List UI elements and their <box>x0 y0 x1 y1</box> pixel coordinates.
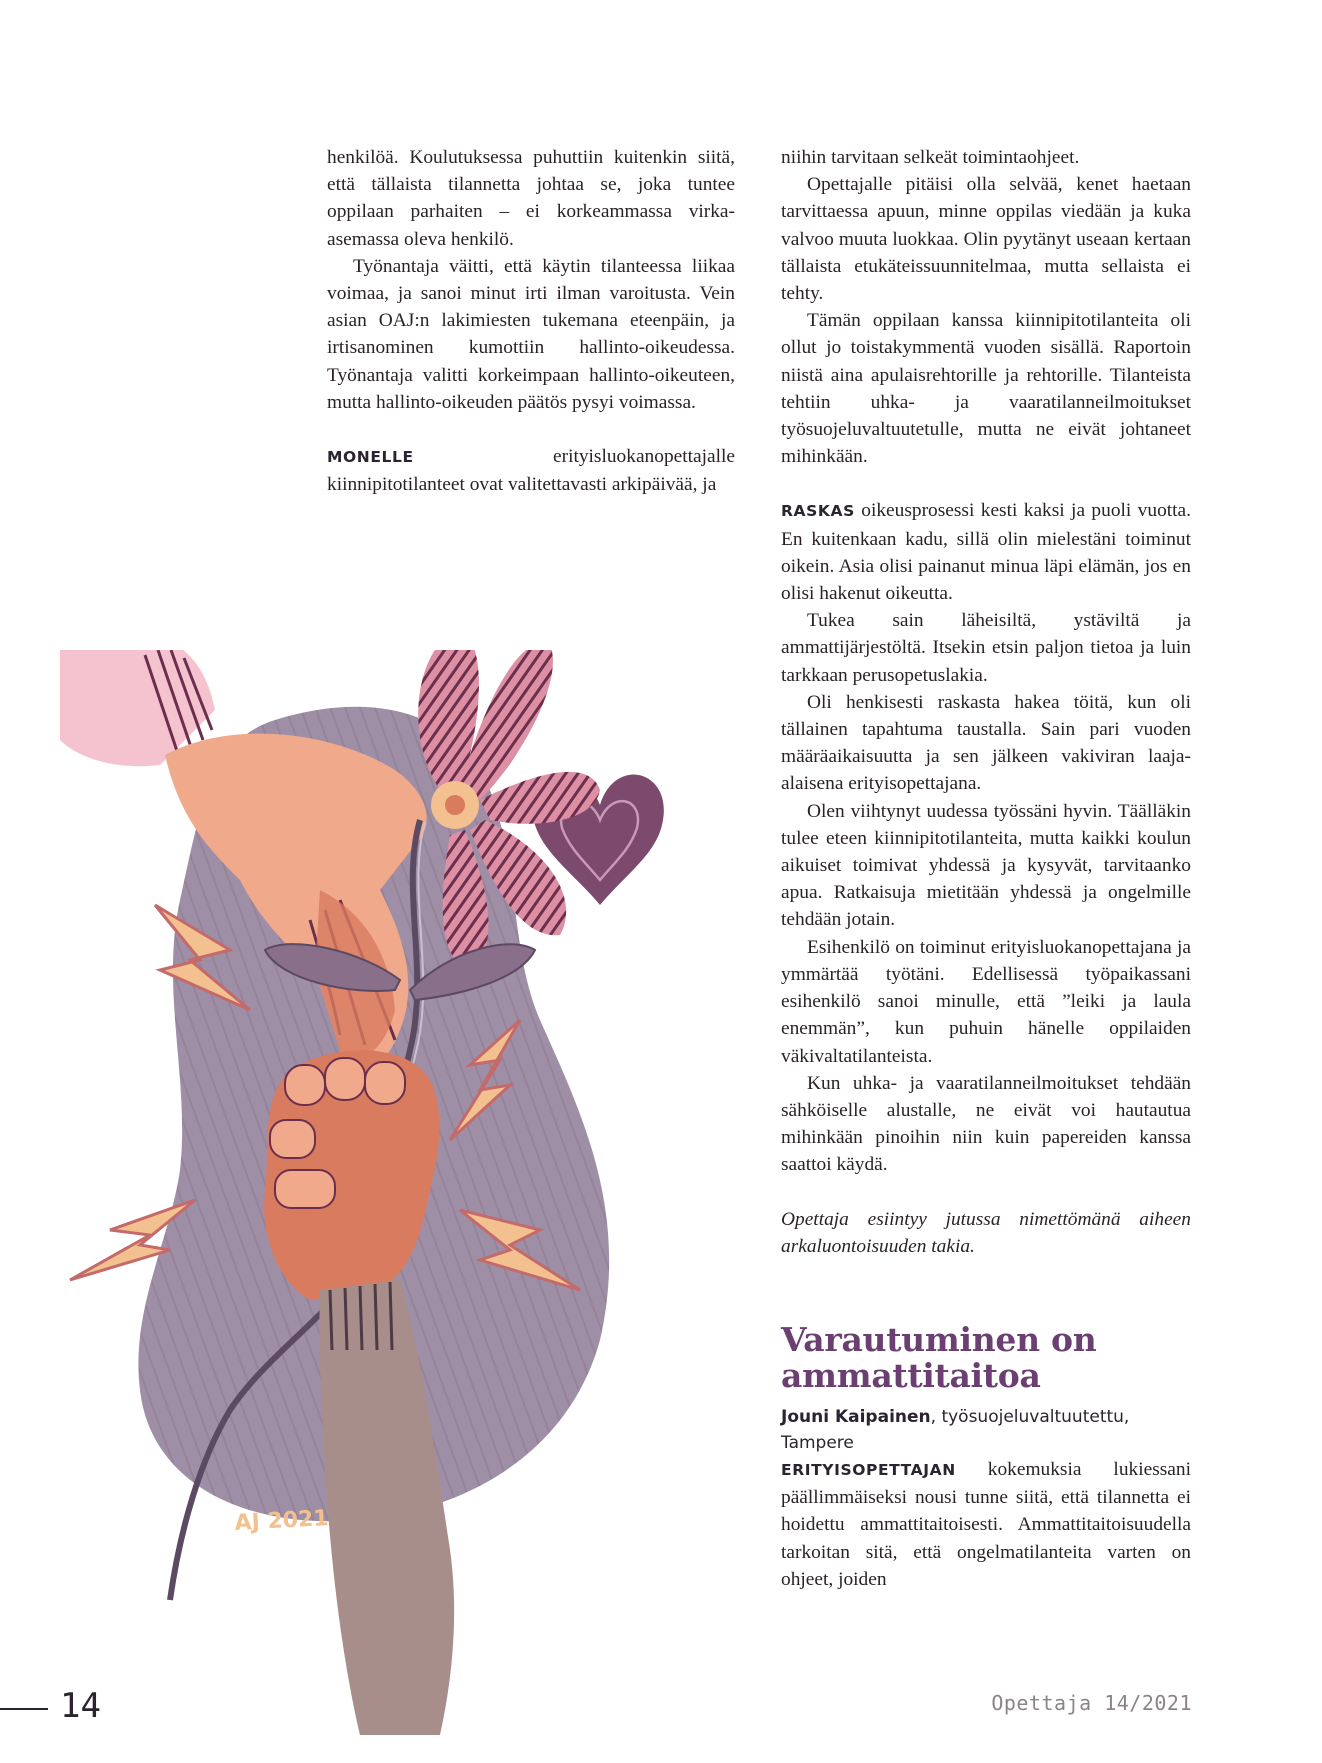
paragraph-text: erityisluokanopettajalle kiinnipitotilanteet ovat valitettavasti arkipäivää, ja <box>327 446 735 496</box>
lead-in: ERITYISOPETTAJAN <box>781 1460 956 1479</box>
paragraph-text: oikeusprosessi kesti kaksi ja puoli vuotta. En kuitenkaan kadu, sillä olin mielestäni toiminut oikein. Asia olisi painanut minua läpi elämän, jos en olisi hakenut oikeutta. <box>781 500 1191 605</box>
author-name: Jouni Kaipainen <box>781 1406 931 1427</box>
paragraph: Esihenkilö on toiminut erityisluokanopettajana ja ymmärtää työtäni. Edellisessä työpaikassani esihenkilö sanoi minulle, että ”leiki ja laula enemmän”, kun puhuin hänelle oppilaiden väkivaltatilanteista. <box>781 936 1191 1067</box>
lead-in: MONELLE <box>327 448 414 467</box>
hands-flower-illustration <box>40 650 670 1735</box>
paragraph: Opettajalle pitäisi olla selvää, kenet haetaan tarvittaessa apuun, minne oppilas viedään ja kuka valvoo muuta luokkaa. Olin pyytänyt useaan kertaan tällaista etukäteissuunnitelmaa, mutta sellaista ei tehty. <box>781 174 1191 305</box>
author-note: Opettaja esiintyy jutussa nimettömänä aiheen arkaluontoisuuden takia. <box>781 1208 1191 1257</box>
article-column-right <box>781 144 1191 1593</box>
paragraph: Tukea sain läheisiltä, ystäviltä ja ammattijärjestöltä. Itsekin etsin paljon tietoa ja luin tarkkaan perusopetuslakia. <box>781 610 1191 686</box>
paragraph: Olen viihtynyt uudessa työssäni hyvin. Täälläkin tulee eteen kiinnipitotilanteita, mutta kaikki koulun aikuiset toimivat yhdessä ja kysyvät, tarvitaanko apua. Ratkaisuja mietitään yhdessä ja ongelmille tehdään jotain. <box>781 800 1191 931</box>
author-role: , työsuojeluvaltuutettu, Tampere <box>781 1406 1130 1453</box>
paragraph: Tämän oppilaan kanssa kiinnipitotilanteita oli ollut jo toistakymmentä vuoden sisällä. Raportoin niistä aina apulaisrehtorille ja rehtorille. Tilanteista tehtiin uhka- ja vaaratilanneilmoitukset työsuojeluvaltuutetulle, mutta ne eivät johtaneet mihinkään. <box>781 310 1191 468</box>
flower-center-dot <box>445 795 465 815</box>
paragraph: henkilöä. Koulutuksessa puhuttiin kuitenkin siitä, että tällaista tilannetta johtaa se, joka tuntee oppilaan parhaiten – ei korkeammassa virka-asemassa oleva henkilö. <box>327 147 735 250</box>
paragraph: Oli henkisesti raskasta hakea töitä, kun oli tällainen tapahtuma taustalla. Sain pari vuoden määräaikaisuutta ja sen jälkeen vakiviran laaja-alaisena erityisopettajana. <box>781 691 1191 795</box>
paragraph: Kun uhka- ja vaaratilanneilmoitukset tehdään sähköiselle alustalle, ne eivät voi hautautua mihinkään pinoihin niin kuin papereiden kanssa saattoi käydä. <box>781 1072 1191 1176</box>
byline <box>781 1404 1191 1456</box>
issue-label: Opettaja 14/2021 <box>991 1691 1192 1715</box>
paragraph: Työnantaja väitti, että käytin tilanteessa liikaa voimaa, ja sanoi minut irti ilman varoitusta. Vein asian OAJ:n lakimiesten tukemana eteenpäin, ja irtisanominen kumottiin hallinto-oikeudessa. Työnantaja valitti korkeimpaan hallinto-oikeuteen, mutta hallinto-oikeuden päätös pysyi voimassa. <box>327 255 735 413</box>
paragraph <box>327 443 735 498</box>
article-column-left <box>327 144 735 498</box>
paragraph-text: kokemuksia lukiessani päällimmäiseksi nousi tunne siitä, että tilannetta ei hoidettu ammattitaitoisesti. Ammattitaitoisuudella tarkoitan sitä, että ongelmatilanteita varten on ohjeet, joiden <box>781 1458 1191 1590</box>
page-number: 14 <box>60 1686 101 1726</box>
sidebar-title: Varautuminen on ammattitaitoa <box>781 1319 1097 1395</box>
paragraph <box>781 1456 1191 1593</box>
paragraph: niihin tarvitaan selkeät toimintaohjeet. <box>781 147 1080 168</box>
paragraph <box>781 497 1191 607</box>
footer-rule <box>0 1708 48 1710</box>
artist-signature: AJ 2021 <box>234 1506 330 1536</box>
lead-in: RASKAS <box>781 502 855 521</box>
